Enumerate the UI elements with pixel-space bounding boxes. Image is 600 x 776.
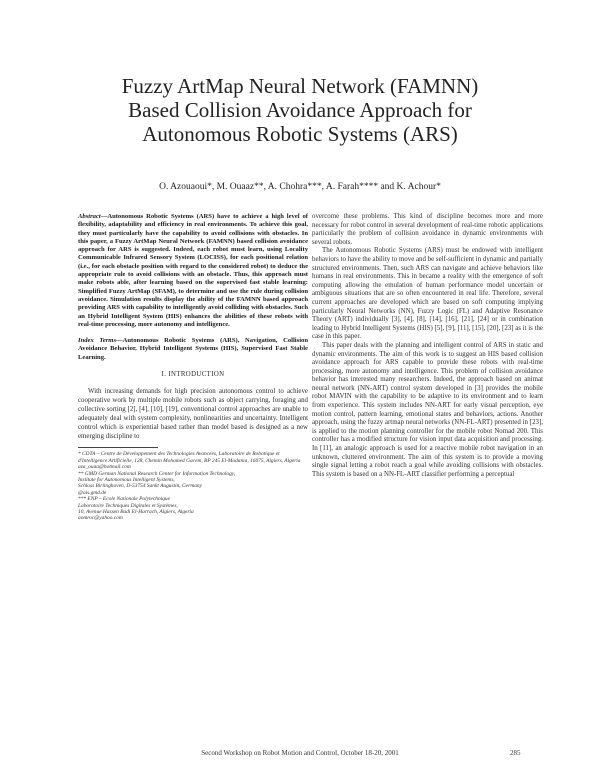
footnote-line: Schloss Birlinghoven, D-53754 Sankt Augustin, Germany [78, 483, 203, 490]
left-column [78, 213, 308, 522]
page-footer: Second Workshop on Robot Motion and Control, October 18-20, 2001 [201, 749, 399, 757]
index-terms-lead: Index Terms [78, 337, 117, 345]
paper-title [60, 74, 540, 146]
abstract-text: —Autonomous Robotic Systems (ARS) have to achieve a high level of flexibility, adaptability and efficiency in real environments. To achieve this goal, they must particularly have the capability to avoid collisions with obstacles. In this paper, a Fuzzy ArtMap Neural Network (FAMNN) based collision avoidance approach for ARS is suggested. Indeed, each robot must learn, using Locality Communicable Infrared Sensory System (LOCISS), for each positional relation (i.e., for each obstacle position with regard to the considered robot) to deduce the appropriate rule to avoid collisions with an obstacle. Thus, this approach must make robots able, after learning based on the supervised fast stable learning: Simplified Fuzzy ArtMap (SFAM), to determine and use the rule during collision avoidance. Simulation results display the ability of the FAMNN based approach providing ARS with capability to intelligently avoid colliding with obstacles. Such an Hybrid Intelligent System (HIS) enhances the abilities of these robots with real-time processing, more autonomy and intelligence. [78, 213, 308, 328]
abstract [78, 213, 308, 329]
footnote-line: 10, Avenue Hassen Badi El-Harrach, Algiers, Algeria [78, 509, 194, 515]
footnote-line: *** ENP – Ecole Nationale Polytechnique [78, 496, 170, 503]
author-list: O. Azouaoui*, M. Ouaaz**, A. Chohra***, A. Farah**** and K. Achour* [159, 182, 441, 192]
intro-paragraph: With increasing demands for high precision autonomous control to achieve cooperative work by multiple mobile robots such as object carrying, foraging and collective sorting [2], [4], [10], [19], conventional control approaches are unable to adequately deal with system complexity, nonlinearities and uncertainty. Intelligent control which is experiential based rather than model based is designed as a new emerging discipline to [78, 388, 308, 441]
footnote-line: Laboratoire Techniques Digitales et Systèmes, [78, 502, 178, 509]
section-heading: I. INTRODUCTION [161, 371, 225, 379]
abstract-lead: Abstract [78, 213, 101, 220]
right-column [312, 213, 543, 479]
title-line-1: Fuzzy ArtMap Neural Network (FAMNN) [121, 74, 479, 98]
body-paragraph: overcome these problems. This kind of discipline becomes more and more necessary for robot control in several development of real-time robotic applications particularly the problem of collision avoidance in dynamic environments with several robots. [312, 213, 543, 246]
index-terms [78, 337, 308, 362]
footnote-email: aomroc@yahoo.com [78, 515, 123, 522]
body-paragraph: The Autonomous Robotic Systems (ARS) must be endowed with intelligent behaviors to have the ability to move and be self-sufficient in dynamic and partially structured environments. Then, such ARS can navigate and achieve behaviors like humans in real environments. This in became a reality with the emergence of soft computing allowing the emulation of human performance model uncertain or ambiguous situations that are so often encountered in real life. Therefore, several current approaches are developed which are based on soft computing implying particularly Neural Networks (NN), Fuzzy Logic (FL) and Adaptive Resonance Theory (ART) individually [3], [4], [8], [14], [16], [21], [24] or in combination leading to Hybrid Intelligent Systems (HIS) [5], [9], [11], [15], [20], [23] as it is the case in this paper. [312, 247, 543, 341]
footnotes [78, 451, 308, 521]
footnote-email: @ais.gmd.de [78, 489, 107, 496]
footnote-email: aza_ouaa@hotmail.com [78, 464, 131, 471]
page-number: 285 [510, 749, 521, 757]
footnote-line: ** GMD German National Research Center for Information Technology, [78, 470, 236, 477]
index-terms-text: —Autonomous Robotic Systems (ARS), Navigation, Collision Avoidance Behavior, Hybrid Intelligent Systems (HIS), Supervised Fast Stable Learning. [78, 337, 308, 361]
title-line-2: Based Collision Avoidance Approach for [128, 98, 472, 122]
footnote-line: * CDTA – Centre de Développement des Technologies Avancées, Laboratoire de Robotique et d'Intelligence Artificielle, 128, Chemin Mohamed Gacem, BP 245 El-Madania, 16075, Algiers, Algeria [78, 451, 301, 464]
footnote-rule [78, 447, 158, 448]
footnote-line: Institute for Autonomous Intelligent Systems, [78, 476, 175, 483]
title-line-3: Autonomous Robotic Systems (ARS) [142, 122, 458, 146]
body-paragraph: This paper deals with the planning and intelligent control of ARS in static and dynamic environments. The aim of this work is to suggest an HIS based collision avoidance approach for ARS capable to provide these robots with real-time processing, more autonomy and intelligence. This problem of collision avoidance behavior has interested many researchers. Indeed, the approach based on animat neural network (NN-ART) control system developed in [3] provides the mobile robot MAVIN with the capability to be adaptive to its environment and to learn from experience. This system includes NN-ART for early visual perception, eye motion control, pattern learning, emotional states and behaviors, actions. Another approach, using the fuzzy artmap neural networks (NN-FL-ART) presented in [23], is applied to the motion planning controller for the mobile robot Nomad 200. This controller has a modified structure for vision input data acquisition and processing. In [11], an analogic approach is used for a reactive mobile robot navigation in an unknown, cluttered environment. The aim of this system is to provide a moving single signal letting a robot reach a goal while avoiding collisions with obstacles. This system is based on a NN-FL-ART classifier performing a perceptual [312, 341, 543, 478]
